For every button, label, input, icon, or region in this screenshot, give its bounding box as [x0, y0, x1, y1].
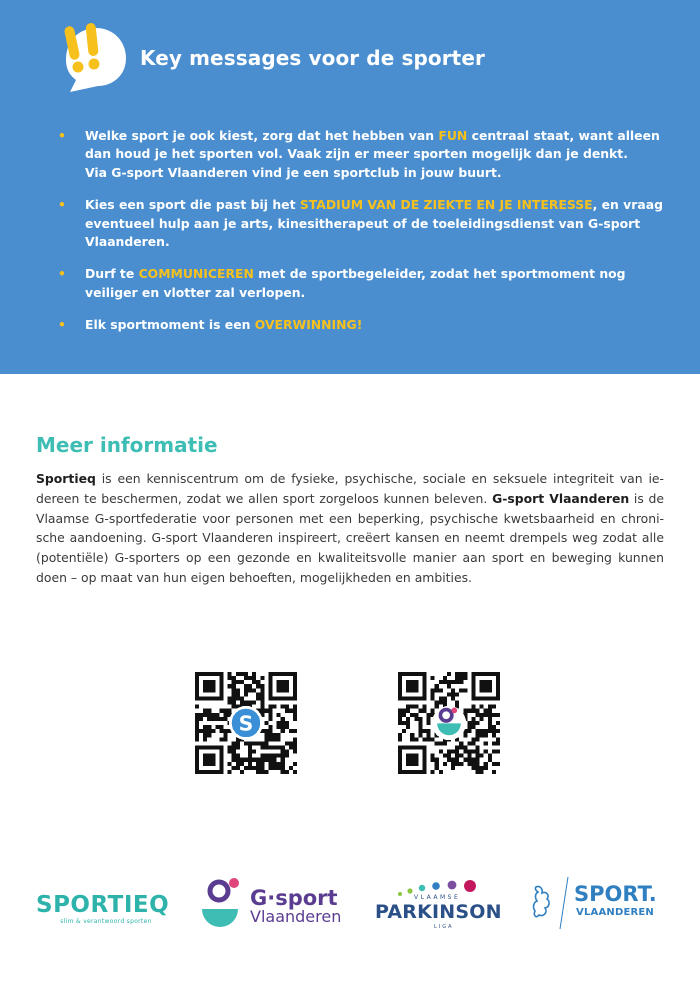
list-item: [58, 127, 660, 182]
sport-vlaanderen-logo: [530, 875, 670, 931]
more-info-title: Meer informatie: [36, 433, 218, 457]
gsport-name: G-sport Vlaanderen: [492, 490, 630, 506]
parkinson-top-label: VLAAMSE: [414, 894, 461, 901]
sportieq-logo: [36, 893, 176, 925]
gsport-mark-icon: [200, 877, 244, 933]
sportieq-qr-code[interactable]: [195, 672, 297, 774]
paragraph-line: sche aandoening. G-sport Vlaanderen inspireert, creëert kansen en neemt drempels weg zodat alle: [36, 530, 664, 546]
more-info-paragraph: [36, 469, 664, 588]
bullet-dot: •: [58, 128, 66, 143]
list-item: [58, 265, 648, 302]
bullet-line: Elk sportmoment is een OVERWINNING!: [85, 317, 363, 333]
bullet-line: dan houd je het sporten vol. Vaak zijn er meer sporten mogelijk dan je denkt.: [85, 146, 628, 162]
bullet-dot: •: [58, 197, 66, 213]
parkinson-liga-logo: [372, 876, 512, 936]
paragraph-line: (potentiële) G-sporters op een gezonde en kwaliteitsvolle manier aan sport en beweging kunnen: [36, 550, 664, 566]
bullet-line: Durf te COMMUNICEREN met de sportbegeleider, zodat het sportmoment nog: [85, 266, 626, 282]
sportieq-tagline: slim & verantwoord sporten: [60, 918, 152, 925]
paragraph-line: Sportieq is een kenniscentrum om de fysieke, psychische, sociale en seksuele integriteit van ie-: [36, 471, 664, 486]
sport-vlaanderen-subtitle: VLAANDEREN: [576, 907, 654, 918]
parkinson-bottom-label: LIGA: [434, 924, 454, 930]
bullet-dot: •: [58, 266, 66, 282]
bullet-dot: •: [58, 317, 66, 333]
bullet-line: veiliger en vlotter zal verlopen.: [85, 284, 306, 300]
key-messages-list: [58, 127, 663, 349]
svg-text:S: S: [238, 711, 254, 736]
bullet-line: Vlaanderen.: [85, 234, 170, 250]
sport-vlaanderen-wordmark: SPORT.: [574, 882, 657, 906]
bullet-line: Welke sport je ook kiest, zorg dat het hebben van FUN centraal staat, want alleen: [85, 128, 660, 143]
parkinson-wordmark: PARKINSON: [375, 901, 502, 923]
list-item: [58, 196, 663, 251]
gsport-wordmark: G·sport: [250, 886, 338, 910]
bullet-line: Kies een sport die past bij het STADIUM VAN DE ZIEKTE EN JE INTERESSE, en vraag: [85, 197, 663, 213]
paragraph-line: Vlaamse G-sportfederatie voor personen met een beperking, psychische kwetsbaarheid en chroni-: [36, 510, 664, 526]
highlight-stadium: STADIUM VAN DE ZIEKTE EN JE INTERESSE: [299, 197, 593, 213]
lion-icon: [530, 875, 574, 931]
paragraph-line: doen – op maat van hun eigen behoeften, mogelijkheden en ambities.: [36, 569, 472, 585]
highlight-communiceren: COMMUNICEREN: [138, 266, 254, 282]
bullet-line: eventueel hulp aan je arts, kinesitherapeut of de toeleidingsdienst van G-sport: [85, 215, 641, 231]
sportieq-wordmark: SPORTIEQ: [36, 892, 170, 918]
key-messages-panel: [0, 0, 700, 374]
gsport-logo: [200, 877, 350, 933]
key-messages-title: Key messages voor de sporter: [140, 46, 485, 70]
gsport-qr-code[interactable]: [398, 672, 500, 774]
bullet-line: Via G-sport Vlaanderen vind je een sportclub in jouw buurt.: [85, 164, 502, 180]
highlight-fun: FUN: [438, 128, 468, 143]
sportieq-s-icon: [232, 709, 261, 738]
list-item: [58, 316, 648, 334]
gsport-subtitle: Vlaanderen: [250, 907, 342, 926]
highlight-overwinning: OVERWINNING!: [254, 317, 363, 333]
paragraph-line: dereen te beschermen, zodat we allen sport zorgeloos kunnen beleven. G-sport Vlaanderen is de: [36, 490, 665, 506]
exclamation-speech-bubble-icon: [58, 20, 132, 94]
sportieq-name: Sportieq: [36, 471, 96, 486]
